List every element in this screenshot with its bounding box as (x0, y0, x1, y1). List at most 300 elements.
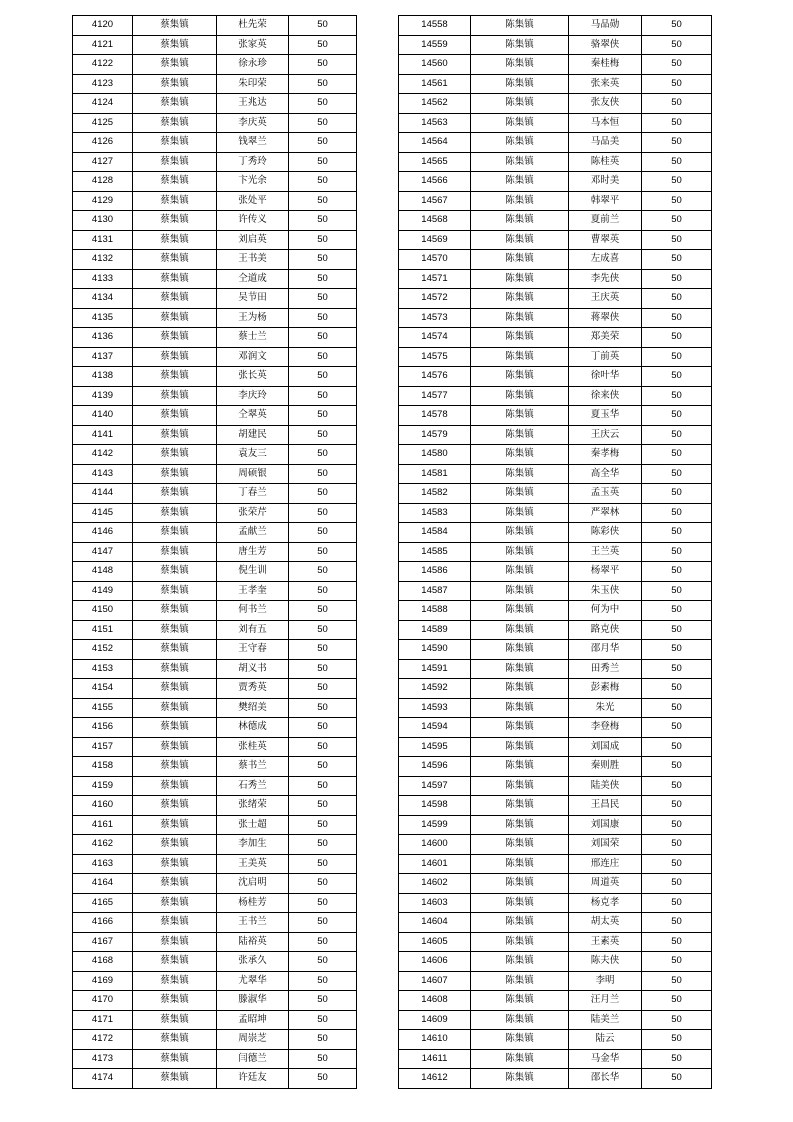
town-cell: 蔡集镇 (133, 55, 217, 75)
table-row (73, 893, 357, 913)
person-name-cell: 杨翠平 (569, 562, 642, 582)
amount-cell: 50 (642, 874, 712, 894)
table-row (399, 874, 712, 894)
town-cell: 陈集镇 (471, 1010, 569, 1030)
person-name-cell: 马品美 (569, 133, 642, 153)
table-row (73, 503, 357, 523)
table-row (73, 952, 357, 972)
serial-number-cell: 14582 (399, 484, 471, 504)
person-name-cell: 刘有五 (217, 620, 289, 640)
town-cell: 陈集镇 (471, 74, 569, 94)
serial-number-cell: 14572 (399, 289, 471, 309)
town-cell: 陈集镇 (471, 308, 569, 328)
table-row (73, 991, 357, 1011)
person-name-cell: 胡太英 (569, 913, 642, 933)
town-cell: 陈集镇 (471, 250, 569, 270)
amount-cell: 50 (289, 932, 357, 952)
amount-cell: 50 (642, 1030, 712, 1050)
serial-number-cell: 4160 (73, 796, 133, 816)
town-cell: 蔡集镇 (133, 698, 217, 718)
table-row (399, 328, 712, 348)
town-cell: 陈集镇 (471, 737, 569, 757)
serial-number-cell: 4131 (73, 230, 133, 250)
table-row (73, 796, 357, 816)
table-row (73, 74, 357, 94)
amount-cell: 50 (289, 913, 357, 933)
amount-cell: 50 (289, 991, 357, 1011)
table-row (73, 913, 357, 933)
town-cell: 蔡集镇 (133, 250, 217, 270)
serial-number-cell: 14593 (399, 698, 471, 718)
serial-number-cell: 14609 (399, 1010, 471, 1030)
amount-cell: 50 (289, 698, 357, 718)
amount-cell: 50 (642, 796, 712, 816)
town-cell: 蔡集镇 (133, 835, 217, 855)
person-name-cell: 秦则胜 (569, 757, 642, 777)
table-row (399, 1010, 712, 1030)
town-cell: 陈集镇 (471, 445, 569, 465)
person-name-cell: 陆美兰 (569, 1010, 642, 1030)
serial-number-cell: 4153 (73, 659, 133, 679)
serial-number-cell: 4127 (73, 152, 133, 172)
town-cell: 陈集镇 (471, 640, 569, 660)
amount-cell: 50 (289, 133, 357, 153)
table-row (73, 484, 357, 504)
person-name-cell: 朱玉侠 (569, 581, 642, 601)
amount-cell: 50 (642, 113, 712, 133)
person-name-cell: 唐生芳 (217, 542, 289, 562)
table-row (73, 328, 357, 348)
amount-cell: 50 (289, 152, 357, 172)
town-cell: 蔡集镇 (133, 328, 217, 348)
serial-number-cell: 14586 (399, 562, 471, 582)
amount-cell: 50 (642, 152, 712, 172)
person-name-cell: 孟昭坤 (217, 1010, 289, 1030)
person-name-cell: 彭素梅 (569, 679, 642, 699)
table-row (399, 952, 712, 972)
table-row (73, 815, 357, 835)
town-cell: 蔡集镇 (133, 289, 217, 309)
town-cell: 蔡集镇 (133, 16, 217, 36)
amount-cell: 50 (642, 562, 712, 582)
town-cell: 蔡集镇 (133, 913, 217, 933)
person-name-cell: 路克侠 (569, 620, 642, 640)
serial-number-cell: 14588 (399, 601, 471, 621)
person-name-cell: 马金华 (569, 1049, 642, 1069)
amount-cell: 50 (642, 269, 712, 289)
amount-cell: 50 (642, 815, 712, 835)
table-row (73, 133, 357, 153)
amount-cell: 50 (289, 893, 357, 913)
amount-cell: 50 (642, 971, 712, 991)
table-row (73, 562, 357, 582)
town-cell: 陈集镇 (471, 523, 569, 543)
town-cell: 蔡集镇 (133, 172, 217, 192)
table-row (399, 347, 712, 367)
serial-number-cell: 4172 (73, 1030, 133, 1050)
table-row (73, 172, 357, 192)
town-cell: 陈集镇 (471, 347, 569, 367)
serial-number-cell: 14600 (399, 835, 471, 855)
person-name-cell: 丁春兰 (217, 484, 289, 504)
amount-cell: 50 (642, 74, 712, 94)
person-name-cell: 左成喜 (569, 250, 642, 270)
town-cell: 蔡集镇 (133, 640, 217, 660)
person-name-cell: 张绪荣 (217, 796, 289, 816)
person-name-cell: 张友侠 (569, 94, 642, 114)
town-cell: 蔡集镇 (133, 503, 217, 523)
serial-number-cell: 4146 (73, 523, 133, 543)
serial-number-cell: 4139 (73, 386, 133, 406)
amount-cell: 50 (642, 581, 712, 601)
table-row (399, 971, 712, 991)
town-cell: 蔡集镇 (133, 796, 217, 816)
amount-cell: 50 (289, 289, 357, 309)
person-name-cell: 樊绍美 (217, 698, 289, 718)
amount-cell: 50 (289, 406, 357, 426)
town-cell: 蔡集镇 (133, 718, 217, 738)
amount-cell: 50 (289, 16, 357, 36)
table-row (73, 386, 357, 406)
table-row (399, 445, 712, 465)
serial-number-cell: 4159 (73, 776, 133, 796)
person-name-cell: 张桂英 (217, 737, 289, 757)
amount-cell: 50 (642, 211, 712, 231)
table-row (399, 640, 712, 660)
town-cell: 蔡集镇 (133, 367, 217, 387)
town-cell: 陈集镇 (471, 94, 569, 114)
person-name-cell: 李登梅 (569, 718, 642, 738)
serial-number-cell: 4155 (73, 698, 133, 718)
person-name-cell: 杨桂芳 (217, 893, 289, 913)
person-name-cell: 张荣芹 (217, 503, 289, 523)
person-name-cell: 李庆玲 (217, 386, 289, 406)
serial-number-cell: 4169 (73, 971, 133, 991)
table-row (399, 55, 712, 75)
serial-number-cell: 14591 (399, 659, 471, 679)
amount-cell: 50 (642, 308, 712, 328)
amount-cell: 50 (642, 620, 712, 640)
town-cell: 蔡集镇 (133, 757, 217, 777)
table-row (399, 1030, 712, 1050)
amount-cell: 50 (642, 542, 712, 562)
table-row (73, 367, 357, 387)
amount-cell: 50 (642, 230, 712, 250)
amount-cell: 50 (289, 211, 357, 231)
serial-number-cell: 4140 (73, 406, 133, 426)
table-row (399, 718, 712, 738)
table-row (399, 367, 712, 387)
town-cell: 陈集镇 (471, 484, 569, 504)
town-cell: 蔡集镇 (133, 484, 217, 504)
table-row (399, 464, 712, 484)
serial-number-cell: 14602 (399, 874, 471, 894)
table-row (399, 308, 712, 328)
serial-number-cell: 14566 (399, 172, 471, 192)
town-cell: 蔡集镇 (133, 991, 217, 1011)
serial-number-cell: 14562 (399, 94, 471, 114)
table-row (73, 250, 357, 270)
town-cell: 陈集镇 (471, 679, 569, 699)
amount-cell: 50 (642, 172, 712, 192)
amount-cell: 50 (642, 484, 712, 504)
table-row (73, 1010, 357, 1030)
serial-number-cell: 4120 (73, 16, 133, 36)
town-cell: 蔡集镇 (133, 191, 217, 211)
person-name-cell: 徐永珍 (217, 55, 289, 75)
person-name-cell: 骆翠侠 (569, 35, 642, 55)
table-row (399, 659, 712, 679)
person-name-cell: 陆云 (569, 1030, 642, 1050)
amount-cell: 50 (289, 581, 357, 601)
person-name-cell: 徐叶华 (569, 367, 642, 387)
table-row (73, 757, 357, 777)
serial-number-cell: 14592 (399, 679, 471, 699)
amount-cell: 50 (289, 640, 357, 660)
serial-number-cell: 4133 (73, 269, 133, 289)
amount-cell: 50 (289, 659, 357, 679)
serial-number-cell: 14612 (399, 1069, 471, 1089)
amount-cell: 50 (642, 776, 712, 796)
table-row (399, 250, 712, 270)
town-cell: 陈集镇 (471, 796, 569, 816)
person-name-cell: 石秀兰 (217, 776, 289, 796)
roster-table-right (398, 15, 712, 1089)
table-row (73, 932, 357, 952)
amount-cell: 50 (642, 659, 712, 679)
table-row (399, 1069, 712, 1089)
serial-number-cell: 14579 (399, 425, 471, 445)
town-cell: 蔡集镇 (133, 854, 217, 874)
serial-number-cell: 4138 (73, 367, 133, 387)
town-cell: 陈集镇 (471, 542, 569, 562)
amount-cell: 50 (642, 191, 712, 211)
table-row (399, 581, 712, 601)
person-name-cell: 张长英 (217, 367, 289, 387)
town-cell: 蔡集镇 (133, 1030, 217, 1050)
table-row (399, 289, 712, 309)
person-name-cell: 杜先荣 (217, 16, 289, 36)
table-row (73, 1069, 357, 1089)
amount-cell: 50 (642, 1049, 712, 1069)
serial-number-cell: 14560 (399, 55, 471, 75)
person-name-cell: 沈启明 (217, 874, 289, 894)
amount-cell: 50 (642, 347, 712, 367)
table-row (399, 133, 712, 153)
serial-number-cell: 14603 (399, 893, 471, 913)
serial-number-cell: 14585 (399, 542, 471, 562)
table-row (399, 503, 712, 523)
town-cell: 蔡集镇 (133, 932, 217, 952)
person-name-cell: 蔡书兰 (217, 757, 289, 777)
serial-number-cell: 4151 (73, 620, 133, 640)
table-row (73, 601, 357, 621)
town-cell: 陈集镇 (471, 659, 569, 679)
person-name-cell: 韩翠平 (569, 191, 642, 211)
amount-cell: 50 (289, 562, 357, 582)
amount-cell: 50 (642, 406, 712, 426)
serial-number-cell: 14601 (399, 854, 471, 874)
town-cell: 陈集镇 (471, 133, 569, 153)
town-cell: 陈集镇 (471, 289, 569, 309)
town-cell: 陈集镇 (471, 35, 569, 55)
town-cell: 陈集镇 (471, 172, 569, 192)
town-cell: 陈集镇 (471, 776, 569, 796)
table-row (73, 971, 357, 991)
town-cell: 蔡集镇 (133, 1069, 217, 1089)
town-cell: 陈集镇 (471, 211, 569, 231)
serial-number-cell: 4143 (73, 464, 133, 484)
person-name-cell: 陆裕英 (217, 932, 289, 952)
table-row (73, 581, 357, 601)
town-cell: 蔡集镇 (133, 211, 217, 231)
town-cell: 蔡集镇 (133, 94, 217, 114)
table-row (73, 191, 357, 211)
table-row (399, 562, 712, 582)
town-cell: 陈集镇 (471, 503, 569, 523)
serial-number-cell: 4149 (73, 581, 133, 601)
serial-number-cell: 14570 (399, 250, 471, 270)
person-name-cell: 林德成 (217, 718, 289, 738)
town-cell: 陈集镇 (471, 191, 569, 211)
town-cell: 蔡集镇 (133, 815, 217, 835)
person-name-cell: 李庆英 (217, 113, 289, 133)
table-row (73, 698, 357, 718)
amount-cell: 50 (289, 172, 357, 192)
amount-cell: 50 (642, 640, 712, 660)
town-cell: 陈集镇 (471, 874, 569, 894)
amount-cell: 50 (289, 854, 357, 874)
serial-number-cell: 14567 (399, 191, 471, 211)
person-name-cell: 袁友三 (217, 445, 289, 465)
town-cell: 陈集镇 (471, 952, 569, 972)
town-cell: 陈集镇 (471, 152, 569, 172)
amount-cell: 50 (642, 601, 712, 621)
amount-cell: 50 (289, 35, 357, 55)
town-cell: 陈集镇 (471, 328, 569, 348)
table-row (399, 991, 712, 1011)
table-row (73, 289, 357, 309)
amount-cell: 50 (642, 523, 712, 543)
town-cell: 陈集镇 (471, 581, 569, 601)
serial-number-cell: 4168 (73, 952, 133, 972)
town-cell: 蔡集镇 (133, 425, 217, 445)
serial-number-cell: 4161 (73, 815, 133, 835)
table-row (399, 35, 712, 55)
amount-cell: 50 (642, 386, 712, 406)
table-row (399, 796, 712, 816)
table-row (399, 835, 712, 855)
amount-cell: 50 (642, 913, 712, 933)
amount-cell: 50 (289, 1030, 357, 1050)
town-cell: 陈集镇 (471, 601, 569, 621)
amount-cell: 50 (642, 133, 712, 153)
table-row (73, 620, 357, 640)
serial-number-cell: 14577 (399, 386, 471, 406)
town-cell: 蔡集镇 (133, 230, 217, 250)
town-cell: 陈集镇 (471, 718, 569, 738)
serial-number-cell: 4134 (73, 289, 133, 309)
serial-number-cell: 14575 (399, 347, 471, 367)
serial-number-cell: 4130 (73, 211, 133, 231)
person-name-cell: 王庆英 (569, 289, 642, 309)
town-cell: 蔡集镇 (133, 1010, 217, 1030)
person-name-cell: 陆美侠 (569, 776, 642, 796)
person-name-cell: 李加生 (217, 835, 289, 855)
person-name-cell: 王兆达 (217, 94, 289, 114)
serial-number-cell: 14559 (399, 35, 471, 55)
town-cell: 陈集镇 (471, 815, 569, 835)
person-name-cell: 邓时美 (569, 172, 642, 192)
person-name-cell: 丁前英 (569, 347, 642, 367)
town-cell: 陈集镇 (471, 932, 569, 952)
person-name-cell: 王庆云 (569, 425, 642, 445)
table-row (399, 698, 712, 718)
serial-number-cell: 14565 (399, 152, 471, 172)
table-row (73, 464, 357, 484)
table-row (73, 113, 357, 133)
person-name-cell: 曹翠英 (569, 230, 642, 250)
person-name-cell: 刘启英 (217, 230, 289, 250)
amount-cell: 50 (289, 796, 357, 816)
serial-number-cell: 4158 (73, 757, 133, 777)
town-cell: 蔡集镇 (133, 269, 217, 289)
town-cell: 蔡集镇 (133, 601, 217, 621)
table-row (73, 854, 357, 874)
town-cell: 蔡集镇 (133, 776, 217, 796)
table-row (399, 172, 712, 192)
amount-cell: 50 (289, 815, 357, 835)
person-name-cell: 马本恒 (569, 113, 642, 133)
town-cell: 蔡集镇 (133, 581, 217, 601)
town-cell: 陈集镇 (471, 854, 569, 874)
town-cell: 陈集镇 (471, 113, 569, 133)
person-name-cell: 孟献兰 (217, 523, 289, 543)
serial-number-cell: 4122 (73, 55, 133, 75)
amount-cell: 50 (642, 94, 712, 114)
table-row (399, 757, 712, 777)
serial-number-cell: 14574 (399, 328, 471, 348)
amount-cell: 50 (642, 328, 712, 348)
town-cell: 陈集镇 (471, 698, 569, 718)
serial-number-cell: 4171 (73, 1010, 133, 1030)
town-cell: 蔡集镇 (133, 113, 217, 133)
serial-number-cell: 4154 (73, 679, 133, 699)
serial-number-cell: 4135 (73, 308, 133, 328)
amount-cell: 50 (289, 601, 357, 621)
person-name-cell: 李明 (569, 971, 642, 991)
serial-number-cell: 14583 (399, 503, 471, 523)
serial-number-cell: 4141 (73, 425, 133, 445)
amount-cell: 50 (289, 776, 357, 796)
serial-number-cell: 4162 (73, 835, 133, 855)
table-row (73, 874, 357, 894)
table-row (73, 776, 357, 796)
person-name-cell: 高全华 (569, 464, 642, 484)
table-row (399, 94, 712, 114)
town-cell: 蔡集镇 (133, 74, 217, 94)
person-name-cell: 刘国成 (569, 737, 642, 757)
town-cell: 陈集镇 (471, 269, 569, 289)
serial-number-cell: 4150 (73, 601, 133, 621)
serial-number-cell: 4123 (73, 74, 133, 94)
person-name-cell: 钱翠兰 (217, 133, 289, 153)
amount-cell: 50 (642, 289, 712, 309)
town-cell: 陈集镇 (471, 55, 569, 75)
serial-number-cell: 4126 (73, 133, 133, 153)
person-name-cell: 王兰英 (569, 542, 642, 562)
amount-cell: 50 (642, 425, 712, 445)
